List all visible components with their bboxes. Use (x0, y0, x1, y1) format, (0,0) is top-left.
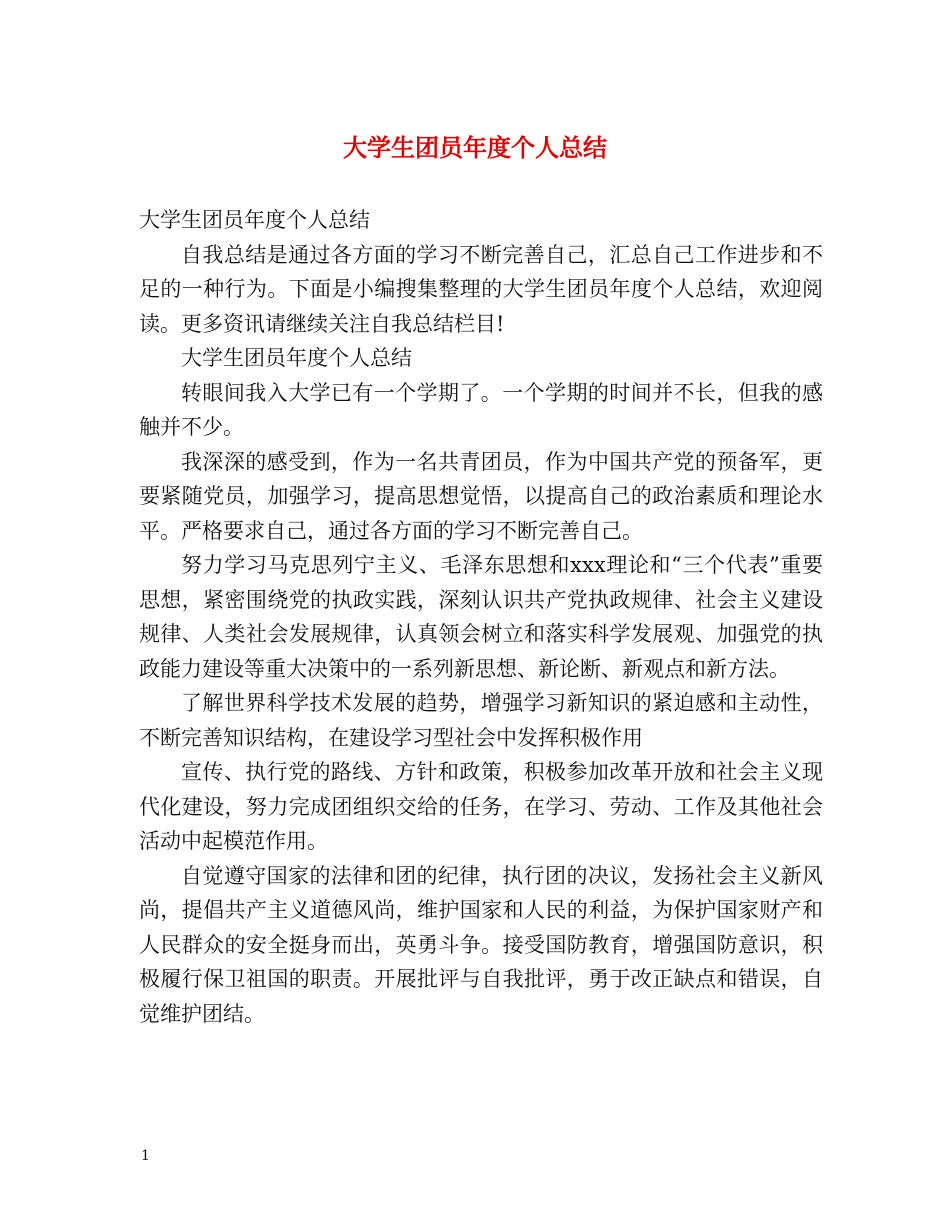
paragraph-5: 我深深的感受到，作为一名共青团员，作为中国共产党的预备军，更要紧随党员，加强学习，提高思想觉悟，以提高自己的政治素质和理论水平。严格要求自己，通过各方面的学习不断完善自己。 (139, 449, 823, 543)
paragraph-9: 自觉遵守国家的法律和团的纪律，执行团的决议，发扬社会主义新风尚，提倡共产主义道德风尚，维护国家和人民的利益，为保护国家财产和人民群众的安全挺身而出，英勇斗争。接受国防教育，增强国防意识，积极履行保卫祖国的职责。开展批评与自我批评，勇于改正缺点和错误，自觉维护团结。 (139, 863, 823, 1026)
paragraph-7: 了解世界科学技术发展的趋势，增强学习新知识的紧迫感和主动性，不断完善知识结构，在建设学习型社会中发挥积极作用 (139, 691, 823, 750)
paragraph-2: 自我总结是通过各方面的学习不断完善自己，汇总自己工作进步和不足的一种行为。下面是小编搜集整理的大学生团员年度个人总结，欢迎阅读。更多资讯请继续关注自我总结栏目! (139, 242, 823, 336)
paragraph-1: 大学生团员年度个人总结 (139, 208, 370, 232)
page-title: 大学生团员年度个人总结 (343, 133, 607, 162)
paragraph-8: 宣传、执行党的路线、方针和政策，积极参加改革开放和社会主义现代化建设，努力完成团组织交给的任务，在学习、劳动、工作及其他社会活动中起模范作用。 (139, 760, 823, 853)
paragraph-6: 努力学习马克思列宁主义、毛泽东思想和xxx理论和“三个代表”重要思想，紧密围绕党的执政实践，深刻认识共产党执政规律、社会主义建设规律、人类社会发展规律，认真领会树立和落实科学发展观、加强党的执政能力建设等重大决策中的一系列新思想、新论断、新观点和新方法。 (139, 553, 823, 681)
document-body (139, 203, 823, 1031)
paragraph-3: 大学生团员年度个人总结 (181, 346, 412, 370)
page-number: 1 (141, 1148, 150, 1164)
paragraph-4: 转眼间我入大学已有一个学期了。一个学期的时间并不长，但我的感触并不少。 (139, 380, 823, 439)
